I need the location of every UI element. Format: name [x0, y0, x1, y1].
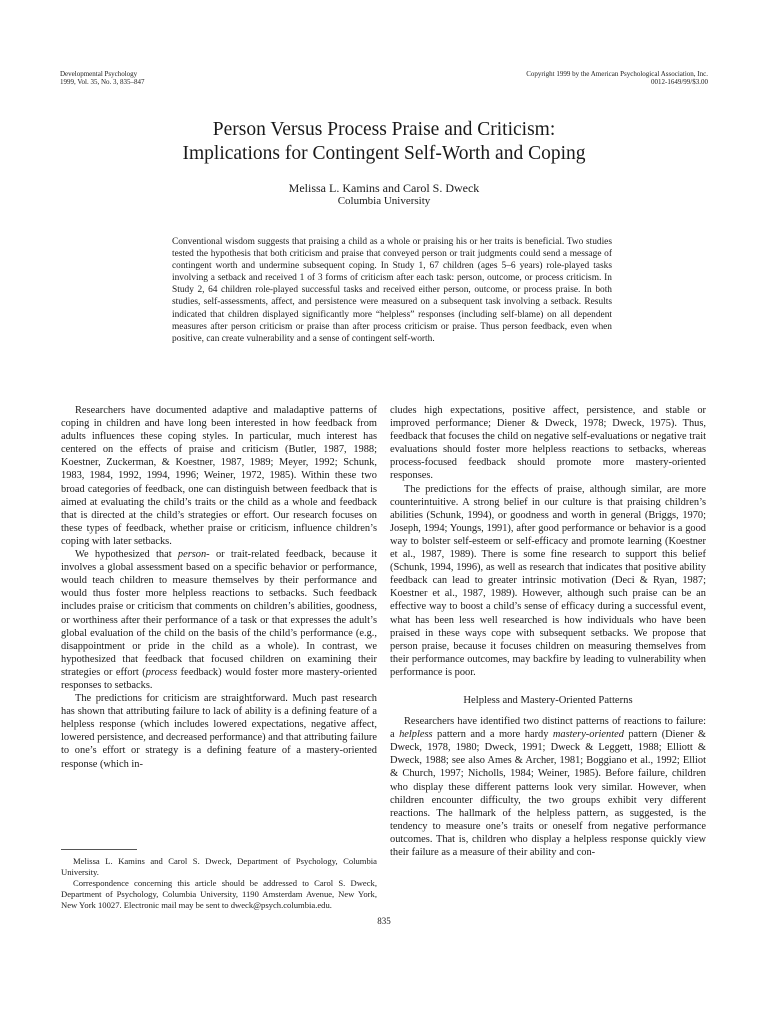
paragraph: Researchers have identified two distinct patterns of reactions to failure: a helpless pattern and a more hardy mastery-oriented pattern (Diener & Dweck, 1978, 1980; Dweck, 1991; Dweck & Leggett, 1988; Elliott & Dweck, 1988; see also Ames & Archer, 1981; Boggiano et al., 1992; Elliot & Church, 1997; Nicholls, 1984; Weiner, 1985). Before failure, children who display these different patterns look very similar. However, when children encounter difficulty, the two groups exhibit very different reactions. The hallmark of the helpless pattern, as suggested, is the tendency to measure one’s traits or oneself from negative performance outcomes. That is, children who display a helpless response quickly view their failure as a measure of their ability and con- [390, 716, 706, 858]
abstract: Conventional wisdom suggests that praising a child as a whole or praising his or her traits is beneficial. Two studies tested the hypothesis that both criticism and praise that conveyed person or trait judgments could send a message of contingent worth and undermine subsequent coping. In Study 1, 67 children (ages 5–6 years) role-played tasks involving a setback and received 1 of 3 forms of criticism after each task: person, outcome, or process criticism. In Study 2, 64 children role-played successful tasks and received either person, outcome, or process praise. In both studies, self-assessments, affect, and persistence were measured on a subsequent task involving a setback. Results indicated that children displayed significantly more “helpless” responses (including self-blame) on all dependent measures after person criticism or praise than after process criticism or praise. Thus person feedback, even when positive, can create vulnerability and a sense of contingent self-worth. [172, 237, 612, 344]
paragraph: cludes high expectations, positive affect, persistence, and stable or improved performance; Diener & Dweck, 1978; Dweck, 1975). Thus, feedback that focuses the child on negative self-evaluations or negative trait evaluations should foster more helpless reactions to setbacks, whereas process-focused feedback should promote more mastery-oriented responses. [390, 405, 706, 482]
left-column [61, 404, 377, 771]
paragraph: We hypothesized that person- or trait-related feedback, because it involves a global assessment based on a specific behavior or performance, would teach children to measure themselves by their performance and would thus foster more helpless reactions to setbacks. Such feedback includes praise or criticism that comments on children’s abilities, goodness, or worthiness after their performance of a task or that expresses the adult’s global evaluation of the child on the basis of the child’s performance (e.g., disappointment or pride in the child as a whole). In contrast, we hypothesized that feedback that focused children on examining their strategies or effort (process feedback) would foster more mastery-oriented responses to setbacks. [61, 549, 377, 691]
journal-volume: 1999, Vol. 35, No. 3, 835–847 [60, 78, 145, 86]
author-note [61, 856, 377, 911]
authors: Melissa L. Kamins and Carol S. Dweck [288, 181, 480, 195]
page-number: 835 [377, 916, 391, 926]
footnote: Correspondence concerning this article should be addressed to Carol S. Dweck, Department of Psychology, Columbia University, 1190 Amsterdam Avenue, New York, New York 10027. Electronic mail may be sent to dweck@psych.columbia.edu. [61, 878, 377, 910]
article-title [0, 118, 768, 166]
emphasis: mastery-oriented [552, 729, 624, 741]
title-line-2: Implications for Contingent Self-Worth and Coping [182, 143, 586, 164]
right-column [390, 404, 706, 859]
paragraph: Researchers have documented adaptive and maladaptive patterns of coping in children and have long been interested in how feedback from adults influences these coping styles. In particular, much interest has centered on the effects of praise and criticism (Butler, 1987, 1988; Koestner, Zuckerman, & Koestner, 1987, 1989; Meyer, 1992; Schunk, 1983, 1984, 1992, 1994, 1996; Weiner, 1972, 1985). Within these two broad categories of feedback, one can distinguish between feedback that is aimed at evaluating the child’s traits or the child as a whole and feedback that is directed at the child’s strategies or effort. Our research focuses on these types of feedback, whether praise or criticism, influence children’s coping with later setbacks. [61, 405, 377, 547]
emphasis: person- [177, 549, 210, 561]
section-heading: Helpless and Mastery-Oriented Patterns [463, 694, 633, 706]
copyright-notice [526, 70, 708, 86]
journal-name: Developmental Psychology [60, 70, 138, 78]
paragraph: The predictions for the effects of praise, although similar, are more counterintuitive. A strong belief in our culture is that praising children’s abilities (Schunk, 1994), or goodness and worth in general (Briggs, 1970; Joseph, 1994; Youngs, 1991), after good performance or behavior is a good way to bolster self-esteem or self-efficacy and promote learning (Koestner et al., 1987, 1989). There is some fine research to support this belief (Schunk, 1994, 1996), as well as research that indicates that positive ability feedback can lead to greater intrinsic motivation (Deci & Ryan, 1987; Koestner et al., 1987, 1989). However, although such praise can be an effective way to boost a child’s sense of efficacy during a successful event, what has been less well researched is how individuals who have been praised in these ways cope with subsequent setbacks. We propose that person praise, because it focuses children on measuring themselves from their performance outcomes, may backfire by leading to vulnerability when performance is poor. [390, 483, 706, 678]
footnote-divider [61, 849, 137, 850]
emphasis: process [145, 666, 178, 678]
journal-citation [60, 70, 145, 86]
issn-code: 0012-1649/99/$3.00 [651, 78, 708, 86]
footnote: Melissa L. Kamins and Carol S. Dweck, Department of Psychology, Columbia University. [61, 856, 377, 877]
emphasis: helpless [399, 729, 433, 741]
paragraph: The predictions for criticism are straightforward. Much past research has shown that attributing failure to lack of ability is a defining feature of a helpless response (which includes lowered expectations, negative affect, lowered persistence, and decreased performance) and that attributing failure to one’s effort or strategy is a defining feature of a mastery-oriented response (which in- [61, 693, 377, 770]
copyright-line: Copyright 1999 by the American Psychological Association, Inc. [526, 70, 708, 78]
affiliation: Columbia University [337, 195, 431, 207]
title-line-1: Person Versus Process Praise and Criticism: [212, 119, 556, 140]
